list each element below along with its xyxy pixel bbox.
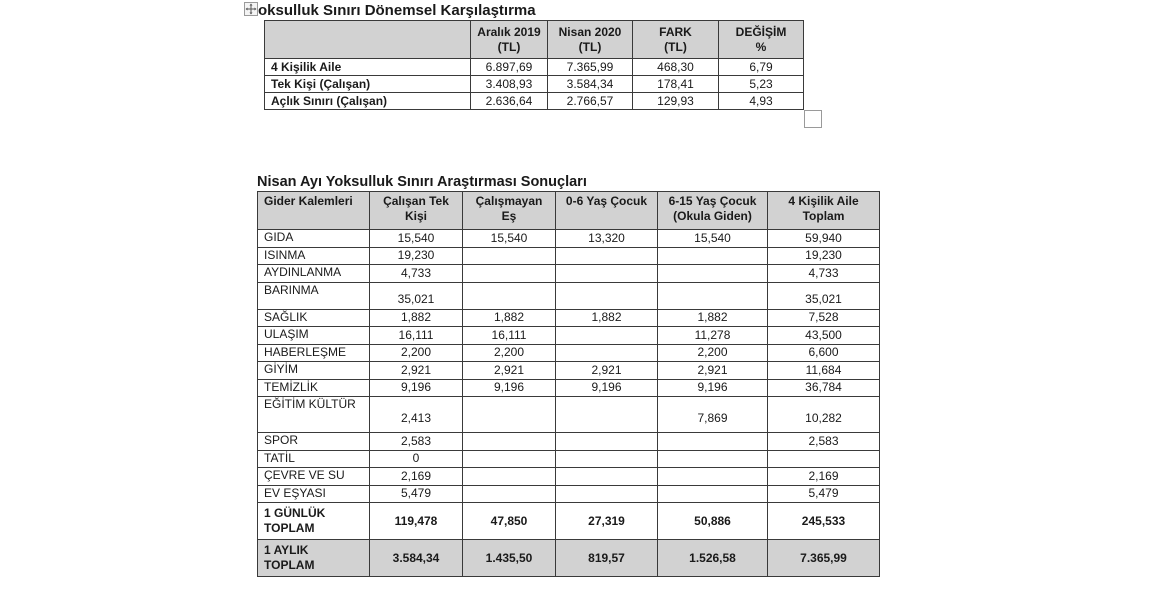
cell: 27,319 xyxy=(556,503,658,540)
header-cell: Çalışmayan Eş xyxy=(463,192,556,230)
cell xyxy=(463,468,556,486)
cell: 6.897,69 xyxy=(471,59,548,76)
row-label: EĞİTİM KÜLTÜR xyxy=(258,397,370,433)
cell: 9,196 xyxy=(658,379,768,397)
cell: 5,479 xyxy=(370,485,463,503)
cell: 2,583 xyxy=(370,433,463,451)
header-cell: Gider Kalemleri xyxy=(258,192,370,230)
cell: 19,230 xyxy=(768,247,880,265)
row-label: 4 Kişilik Aile xyxy=(265,59,471,76)
table-row xyxy=(258,344,880,362)
cell: 2,921 xyxy=(658,362,768,380)
row-label: 1 AYLIK TOPLAM xyxy=(258,540,370,577)
table-header-row xyxy=(265,21,804,59)
cell: 9,196 xyxy=(556,379,658,397)
cell: 7,528 xyxy=(768,309,880,327)
row-label: ISINMA xyxy=(258,247,370,265)
cell: 11,684 xyxy=(768,362,880,380)
poverty-line-results-table xyxy=(257,191,880,577)
cell xyxy=(658,282,768,309)
cell: 2,169 xyxy=(370,468,463,486)
cell: 6,600 xyxy=(768,344,880,362)
cell: 35,021 xyxy=(768,282,880,309)
cell: 2,583 xyxy=(768,433,880,451)
row-label: GIDA xyxy=(258,230,370,248)
cell xyxy=(463,247,556,265)
header-cell: 6-15 Yaş Çocuk (Okula Giden) xyxy=(658,192,768,230)
row-label: EV EŞYASI xyxy=(258,485,370,503)
row-label: HABERLEŞME xyxy=(258,344,370,362)
table-row xyxy=(258,397,880,433)
table-row xyxy=(258,362,880,380)
cell: 2,200 xyxy=(658,344,768,362)
row-label: GİYİM xyxy=(258,362,370,380)
cell: 5,23 xyxy=(719,76,804,93)
row-label: BARINMA xyxy=(258,282,370,309)
cell: 4,93 xyxy=(719,93,804,110)
cell xyxy=(556,327,658,345)
table-row xyxy=(258,485,880,503)
cell: 7.365,99 xyxy=(768,540,880,577)
cell: 3.584,34 xyxy=(370,540,463,577)
comparison-table xyxy=(264,20,804,110)
cell xyxy=(658,265,768,283)
daily-total-row xyxy=(258,503,880,540)
header-cell xyxy=(265,21,471,59)
cell xyxy=(463,450,556,468)
row-label: ULAŞIM xyxy=(258,327,370,345)
header-cell: 4 Kişilik Aile Toplam xyxy=(768,192,880,230)
cell: 178,41 xyxy=(633,76,719,93)
cell: 2,921 xyxy=(556,362,658,380)
table-header-row xyxy=(258,192,880,230)
cell: 13,320 xyxy=(556,230,658,248)
cell xyxy=(658,485,768,503)
cell: 43,500 xyxy=(768,327,880,345)
cell: 1.526,58 xyxy=(658,540,768,577)
cell xyxy=(556,265,658,283)
cell: 2.636,64 xyxy=(471,93,548,110)
row-label: TATİL xyxy=(258,450,370,468)
cell: 819,57 xyxy=(556,540,658,577)
table2-title: Nisan Ayı Yoksulluk Sınırı Araştırması Sonuçları xyxy=(257,174,587,190)
cell: 2,200 xyxy=(370,344,463,362)
cell xyxy=(463,485,556,503)
cell xyxy=(556,433,658,451)
header-cell: FARK (TL) xyxy=(633,21,719,59)
cell: 245,533 xyxy=(768,503,880,540)
cell: 3.408,93 xyxy=(471,76,548,93)
header-cell: Nisan 2020 (TL) xyxy=(548,21,633,59)
cell xyxy=(463,265,556,283)
cell: 6,79 xyxy=(719,59,804,76)
cell xyxy=(556,468,658,486)
cell: 35,021 xyxy=(370,282,463,309)
cell: 15,540 xyxy=(463,230,556,248)
header-cell: DEĞİŞİM % xyxy=(719,21,804,59)
cell: 15,540 xyxy=(658,230,768,248)
cell xyxy=(556,485,658,503)
cell xyxy=(658,450,768,468)
cell: 15,540 xyxy=(370,230,463,248)
cell: 2,921 xyxy=(370,362,463,380)
cell: 1,882 xyxy=(658,309,768,327)
table-row xyxy=(258,379,880,397)
cell xyxy=(463,397,556,433)
cell: 4,733 xyxy=(370,265,463,283)
cell: 129,93 xyxy=(633,93,719,110)
table-row xyxy=(258,450,880,468)
cell: 47,850 xyxy=(463,503,556,540)
row-label: 1 GÜNLÜK TOPLAM xyxy=(258,503,370,540)
header-cell: 0-6 Yaş Çocuk xyxy=(556,192,658,230)
cell xyxy=(768,450,880,468)
cell xyxy=(463,282,556,309)
row-label: ÇEVRE VE SU xyxy=(258,468,370,486)
table-row xyxy=(265,93,804,110)
table1-title: oksulluk Sınırı Dönemsel Karşılaştırma xyxy=(258,2,536,19)
row-label: SAĞLIK xyxy=(258,309,370,327)
cell: 36,784 xyxy=(768,379,880,397)
row-label: Tek Kişi (Çalışan) xyxy=(265,76,471,93)
cell: 1,882 xyxy=(463,309,556,327)
cell: 7.365,99 xyxy=(548,59,633,76)
cell: 5,479 xyxy=(768,485,880,503)
row-label: SPOR xyxy=(258,433,370,451)
table-row xyxy=(258,282,880,309)
table-row xyxy=(258,433,880,451)
cell: 468,30 xyxy=(633,59,719,76)
cell: 10,282 xyxy=(768,397,880,433)
cell xyxy=(658,247,768,265)
cell: 11,278 xyxy=(658,327,768,345)
table-row xyxy=(258,309,880,327)
cell: 1.435,50 xyxy=(463,540,556,577)
cell xyxy=(658,433,768,451)
table-row xyxy=(258,230,880,248)
cell xyxy=(463,433,556,451)
cell xyxy=(556,247,658,265)
cell xyxy=(556,450,658,468)
cell: 19,230 xyxy=(370,247,463,265)
cell: 3.584,34 xyxy=(548,76,633,93)
table-row xyxy=(258,265,880,283)
table-row xyxy=(265,59,804,76)
table-row xyxy=(265,76,804,93)
cell: 2,200 xyxy=(463,344,556,362)
table-row xyxy=(258,468,880,486)
cell: 0 xyxy=(370,450,463,468)
cell: 7,869 xyxy=(658,397,768,433)
cell: 4,733 xyxy=(768,265,880,283)
table-row xyxy=(258,327,880,345)
header-cell: Çalışan Tek Kişi xyxy=(370,192,463,230)
cell: 50,886 xyxy=(658,503,768,540)
cell: 9,196 xyxy=(370,379,463,397)
monthly-total-row xyxy=(258,540,880,577)
cell: 119,478 xyxy=(370,503,463,540)
move-arrows-icon xyxy=(245,3,257,15)
cell: 2,169 xyxy=(768,468,880,486)
cell: 16,111 xyxy=(370,327,463,345)
cell: 16,111 xyxy=(463,327,556,345)
cell: 1,882 xyxy=(556,309,658,327)
header-cell: Aralık 2019 (TL) xyxy=(471,21,548,59)
cell: 1,882 xyxy=(370,309,463,327)
cell xyxy=(556,397,658,433)
cell: 59,940 xyxy=(768,230,880,248)
cell: 2.766,57 xyxy=(548,93,633,110)
table-move-handle[interactable] xyxy=(244,2,258,16)
cell: 2,921 xyxy=(463,362,556,380)
cell xyxy=(556,282,658,309)
row-label: TEMİZLİK xyxy=(258,379,370,397)
cell xyxy=(658,468,768,486)
cell xyxy=(556,344,658,362)
table-row xyxy=(258,247,880,265)
cell: 9,196 xyxy=(463,379,556,397)
row-label: Açlık Sınırı (Çalışan) xyxy=(265,93,471,110)
cell: 2,413 xyxy=(370,397,463,433)
row-label: AYDINLANMA xyxy=(258,265,370,283)
table-resize-handle[interactable] xyxy=(804,110,822,128)
